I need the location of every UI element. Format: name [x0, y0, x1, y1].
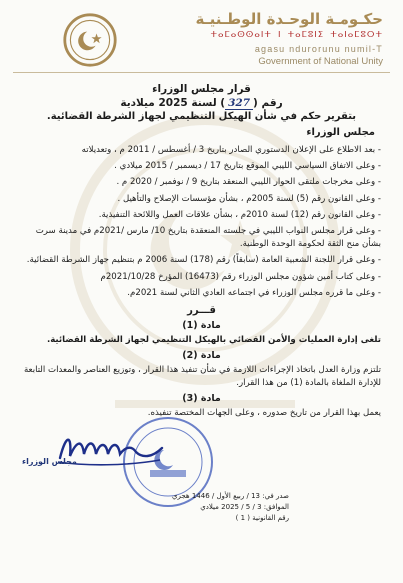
preamble-list [20, 144, 381, 303]
government-emblem-icon [62, 12, 118, 68]
article-2-title: مادة (2) [182, 350, 221, 361]
preamble-item: - وعلى الاتفاق السياسي الليبي الموقع بتاريخ 17 / ديسمبر / 2015 ميلادي . [114, 161, 381, 172]
decree-number: 327 [225, 97, 253, 110]
decree-title-block [40, 82, 363, 124]
decree-number-line [40, 96, 363, 110]
government-name-arabic: حكـومـة الوحـدة الوطـنيـة [195, 10, 383, 28]
preamble-item: - وعلى قرار اللجنة الشعبية العامة (سابقاً) رقم (178) لسنة 2006 م بتنظيم جهاز الشرطة القضائية. [26, 255, 381, 266]
decision-heading: قـــرر [187, 305, 216, 316]
preamble-item: - وعلى ما قرره مجلس الوزراء في اجتماعه العادي الثاني لسنة 2021م. [127, 287, 381, 298]
article-1-text: تلغى إدارة العمليات والأمن القضائي بالهيكل التنظيمي لجهاز الشرطة القضائية. [46, 335, 381, 345]
preamble-item: - وعلى قرار مجلس النواب الليبي في جلسته المنعقدة بتاريخ 10/ مارس /2021م في مدينة سرت بشأن منح الثقة لحكومة الوحدة الوطنية. [35, 226, 381, 250]
preamble-item: - وعلى القانون رقم (5) لسنة 2005م ، بشأن مؤسسات الإصلاح والتأهيل . [117, 193, 381, 204]
decree-number-suffix: ) لسنة 2025 ميلادية [120, 97, 226, 109]
issue-date-hijri: صدر في: 13 / ربيع الأول / 1446 هجري [172, 492, 289, 500]
issue-date-gregorian: الموافق: 3 / 5 / 2025 ميلادي [200, 503, 289, 511]
government-name-latin: agasu ndurorunu numil-T [254, 44, 383, 54]
decree-number-prefix: رقم ( [253, 97, 283, 109]
legal-reference: رقم القانونية ( 1 ) [235, 514, 289, 522]
preamble-item: - بعد الاطلاع على الإعلان الدستوري الصادر بتاريخ 3 / أغسطس / 2011 م ، وتعديلاته [81, 145, 381, 155]
preamble-item: - وعلى القانون رقم (12) لسنة 2010م ، بشأن علاقات العمل واللائحة التنفيذية. [98, 209, 381, 220]
signature-label: مجلس الوزراء [22, 457, 77, 466]
decree-subject: بتقرير حكم في شأن الهيكل التنظيمي لجهاز الشرطة القضائية. [46, 111, 357, 122]
header-divider [13, 72, 390, 73]
article-3-text: يعمل بهذا القرار من تاريخ صدوره ، وعلى الجهات المختصة تنفيذه. [147, 408, 381, 418]
article-3-title: مادة (3) [182, 393, 221, 404]
article-2-text: تلتزم وزارة العدل باتخاذ الإجراءات اللازمة في شأن تنفيذ هذا القرار ، وتوزيع العناصر والمعدات التابعة للإدارة الملغاة بالمادة (1) من هذا القرار. [23, 365, 381, 388]
article-1-title: مادة (1) [182, 320, 221, 331]
government-name-english: Government of National Unity [258, 56, 383, 67]
council-heading: مجلس الوزراء [306, 127, 375, 138]
preamble-item: - وعلى مخرجات ملتقى الحوار الليبي المنعقد بتاريخ 9 / نوفمبر / 2020 م . [116, 177, 381, 188]
decree-heading: قرار مجلس الوزراء [152, 83, 251, 95]
government-name-tifinagh: ⵜⴰⵎⴰⵙⵙⴰⵏⵜ ⵏ ⵜⴰⵎⵓⵏⵉ ⵜⴰⵏⴰⵎⵓⵔⵜ [210, 30, 383, 40]
preamble-item: - وعلى كتاب أمين شؤون مجلس الوزراء رقم (16473) المؤرخ 2021/10/28م [100, 271, 381, 282]
